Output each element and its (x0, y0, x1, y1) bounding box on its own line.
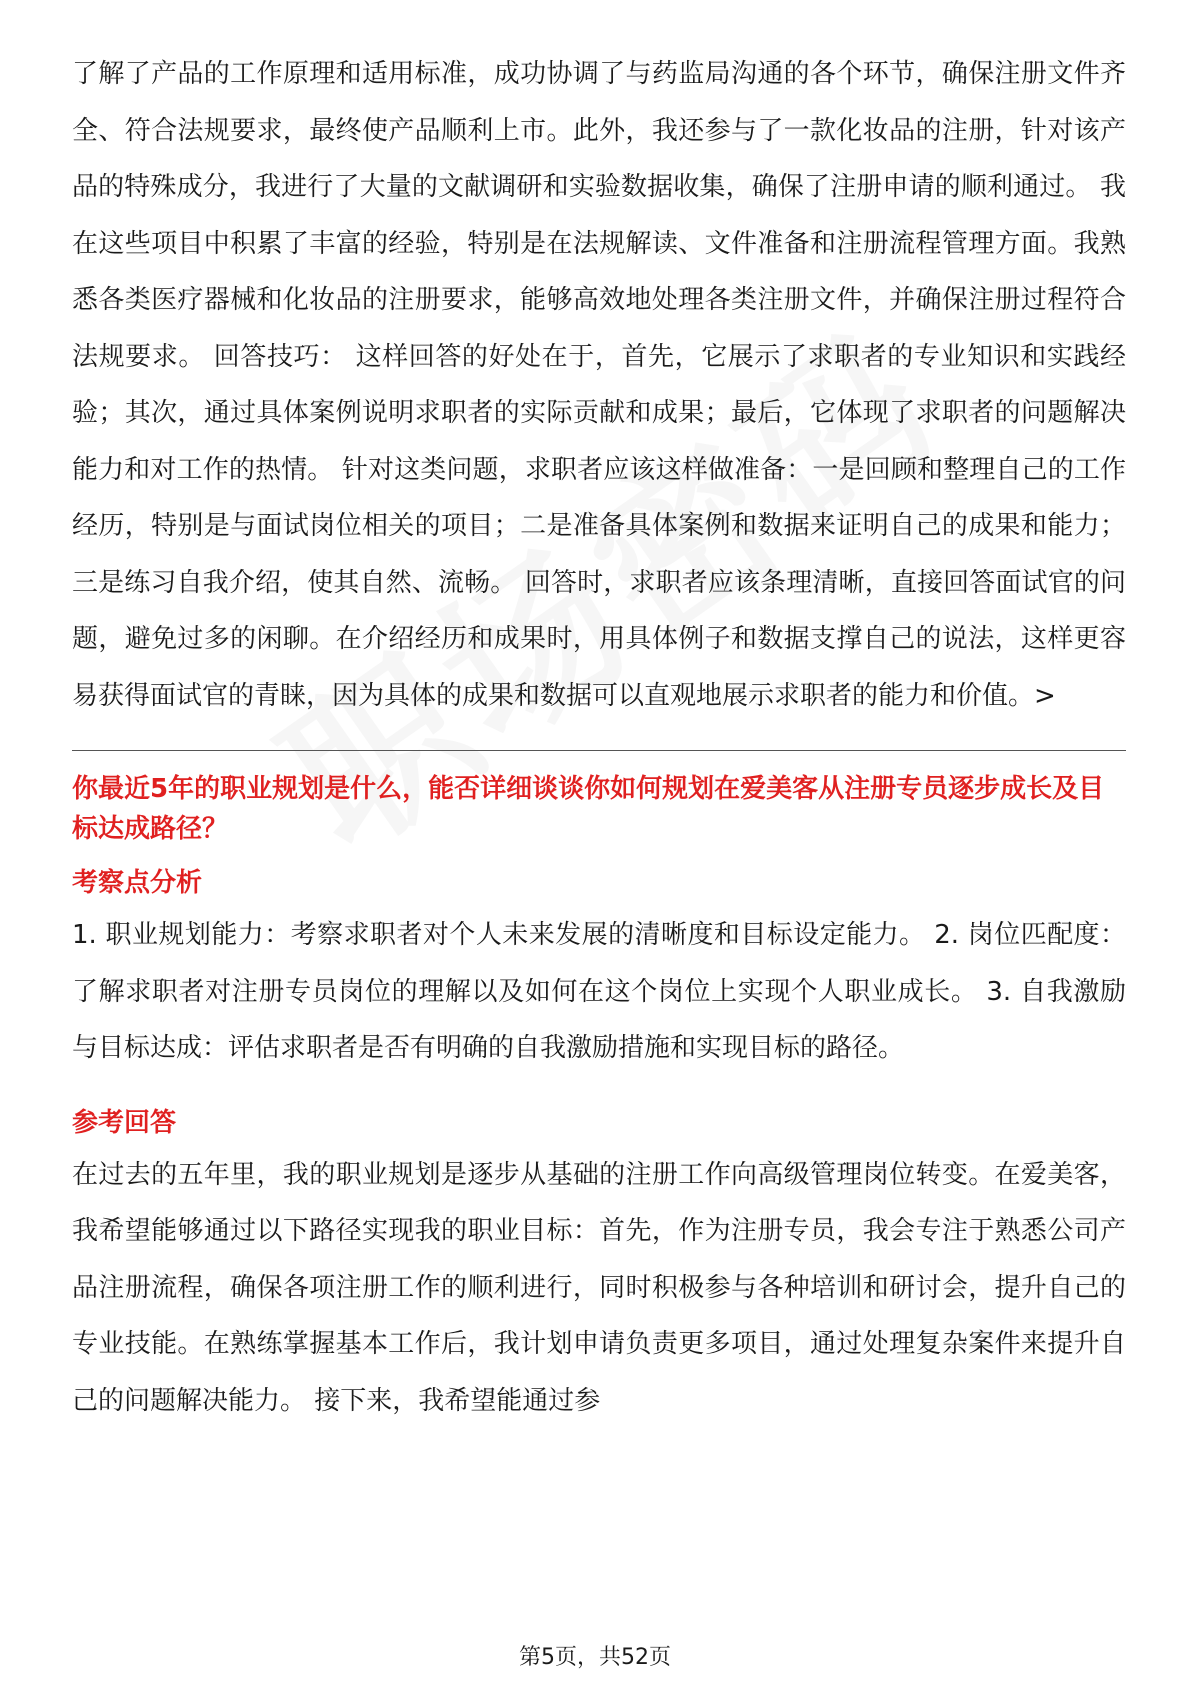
page-content (72, 46, 1126, 1429)
answer-text: 在过去的五年里，我的职业规划是逐步从基础的注册工作向高级管理岗位转变。在爱美客，我希望能够通过以下路径实现我的职业目标：首先，作为注册专员，我会专注于熟悉公司产品注册流程，确保各项注册工作的顺利进行，同时积极参与各种培训和研讨会，提升自己的专业技能。在熟练掌握基本工作后，我计划申请负责更多项目，通过处理复杂案件来提升自己的问题解决能力。 接下来，我希望能通过参 (72, 1159, 1126, 1416)
section-divider (72, 750, 1126, 751)
analysis-text: 1. 职业规划能力：考察求职者对个人未来发展的清晰度和目标设定能力。 2. 岗位匹配度：了解求职者对注册专员岗位的理解以及如何在这个岗位上实现个人职业成长。 3. 自我激励与目标达成：评估求职者是否有明确的自我激励措施和实现目标的路径。 (72, 920, 1126, 1063)
page-footer: 第5页，共52页 (519, 1645, 671, 1670)
question-heading: 你最近5年的职业规划是什么，能否详细谈谈你如何规划在爱美客从注册专员逐步成长及目标达成路径？ (72, 774, 1105, 844)
analysis-title: 考察点分析 (72, 868, 203, 898)
intro-paragraph: 了解了产品的工作原理和适用标准，成功协调了与药监局沟通的各个环节，确保注册文件齐全、符合法规要求，最终使产品顺利上市。此外，我还参与了一款化妆品的注册，针对该产品的特殊成分，我进行了大量的文献调研和实验数据收集，确保了注册申请的顺利通过。 我在这些项目中积累了丰富的经验，特别是在法规解读、文件准备和注册流程管理方面。我熟悉各类医疗器械和化妆品的注册要求，能够高效地处理各类注册文件，并确保注册过程符合法规要求。 回答技巧： 这样回答的好处在于，首先，它展示了求职者的专业知识和实践经验；其次，通过具体案例说明求职者的实际贡献和成果；最后，它体现了求职者的问题解决能力和对工作的热情。 针对这类问题，求职者应该这样做准备：一是回顾和整理自己的工作经历，特别是与面试岗位相关的项目；二是准备具体案例和数据来证明自己的成果和能力；三是练习自我介绍，使其自然、流畅。 回答时，求职者应该条理清晰，直接回答面试官的问题，避免过多的闲聊。在介绍经历和成果时，用具体例子和数据支撑自己的说法，这样更容易获得面试官的青睐，因为具体的成果和数据可以直观地展示求职者的能力和价值。> (72, 59, 1126, 711)
answer-title: 参考回答 (72, 1107, 177, 1138)
